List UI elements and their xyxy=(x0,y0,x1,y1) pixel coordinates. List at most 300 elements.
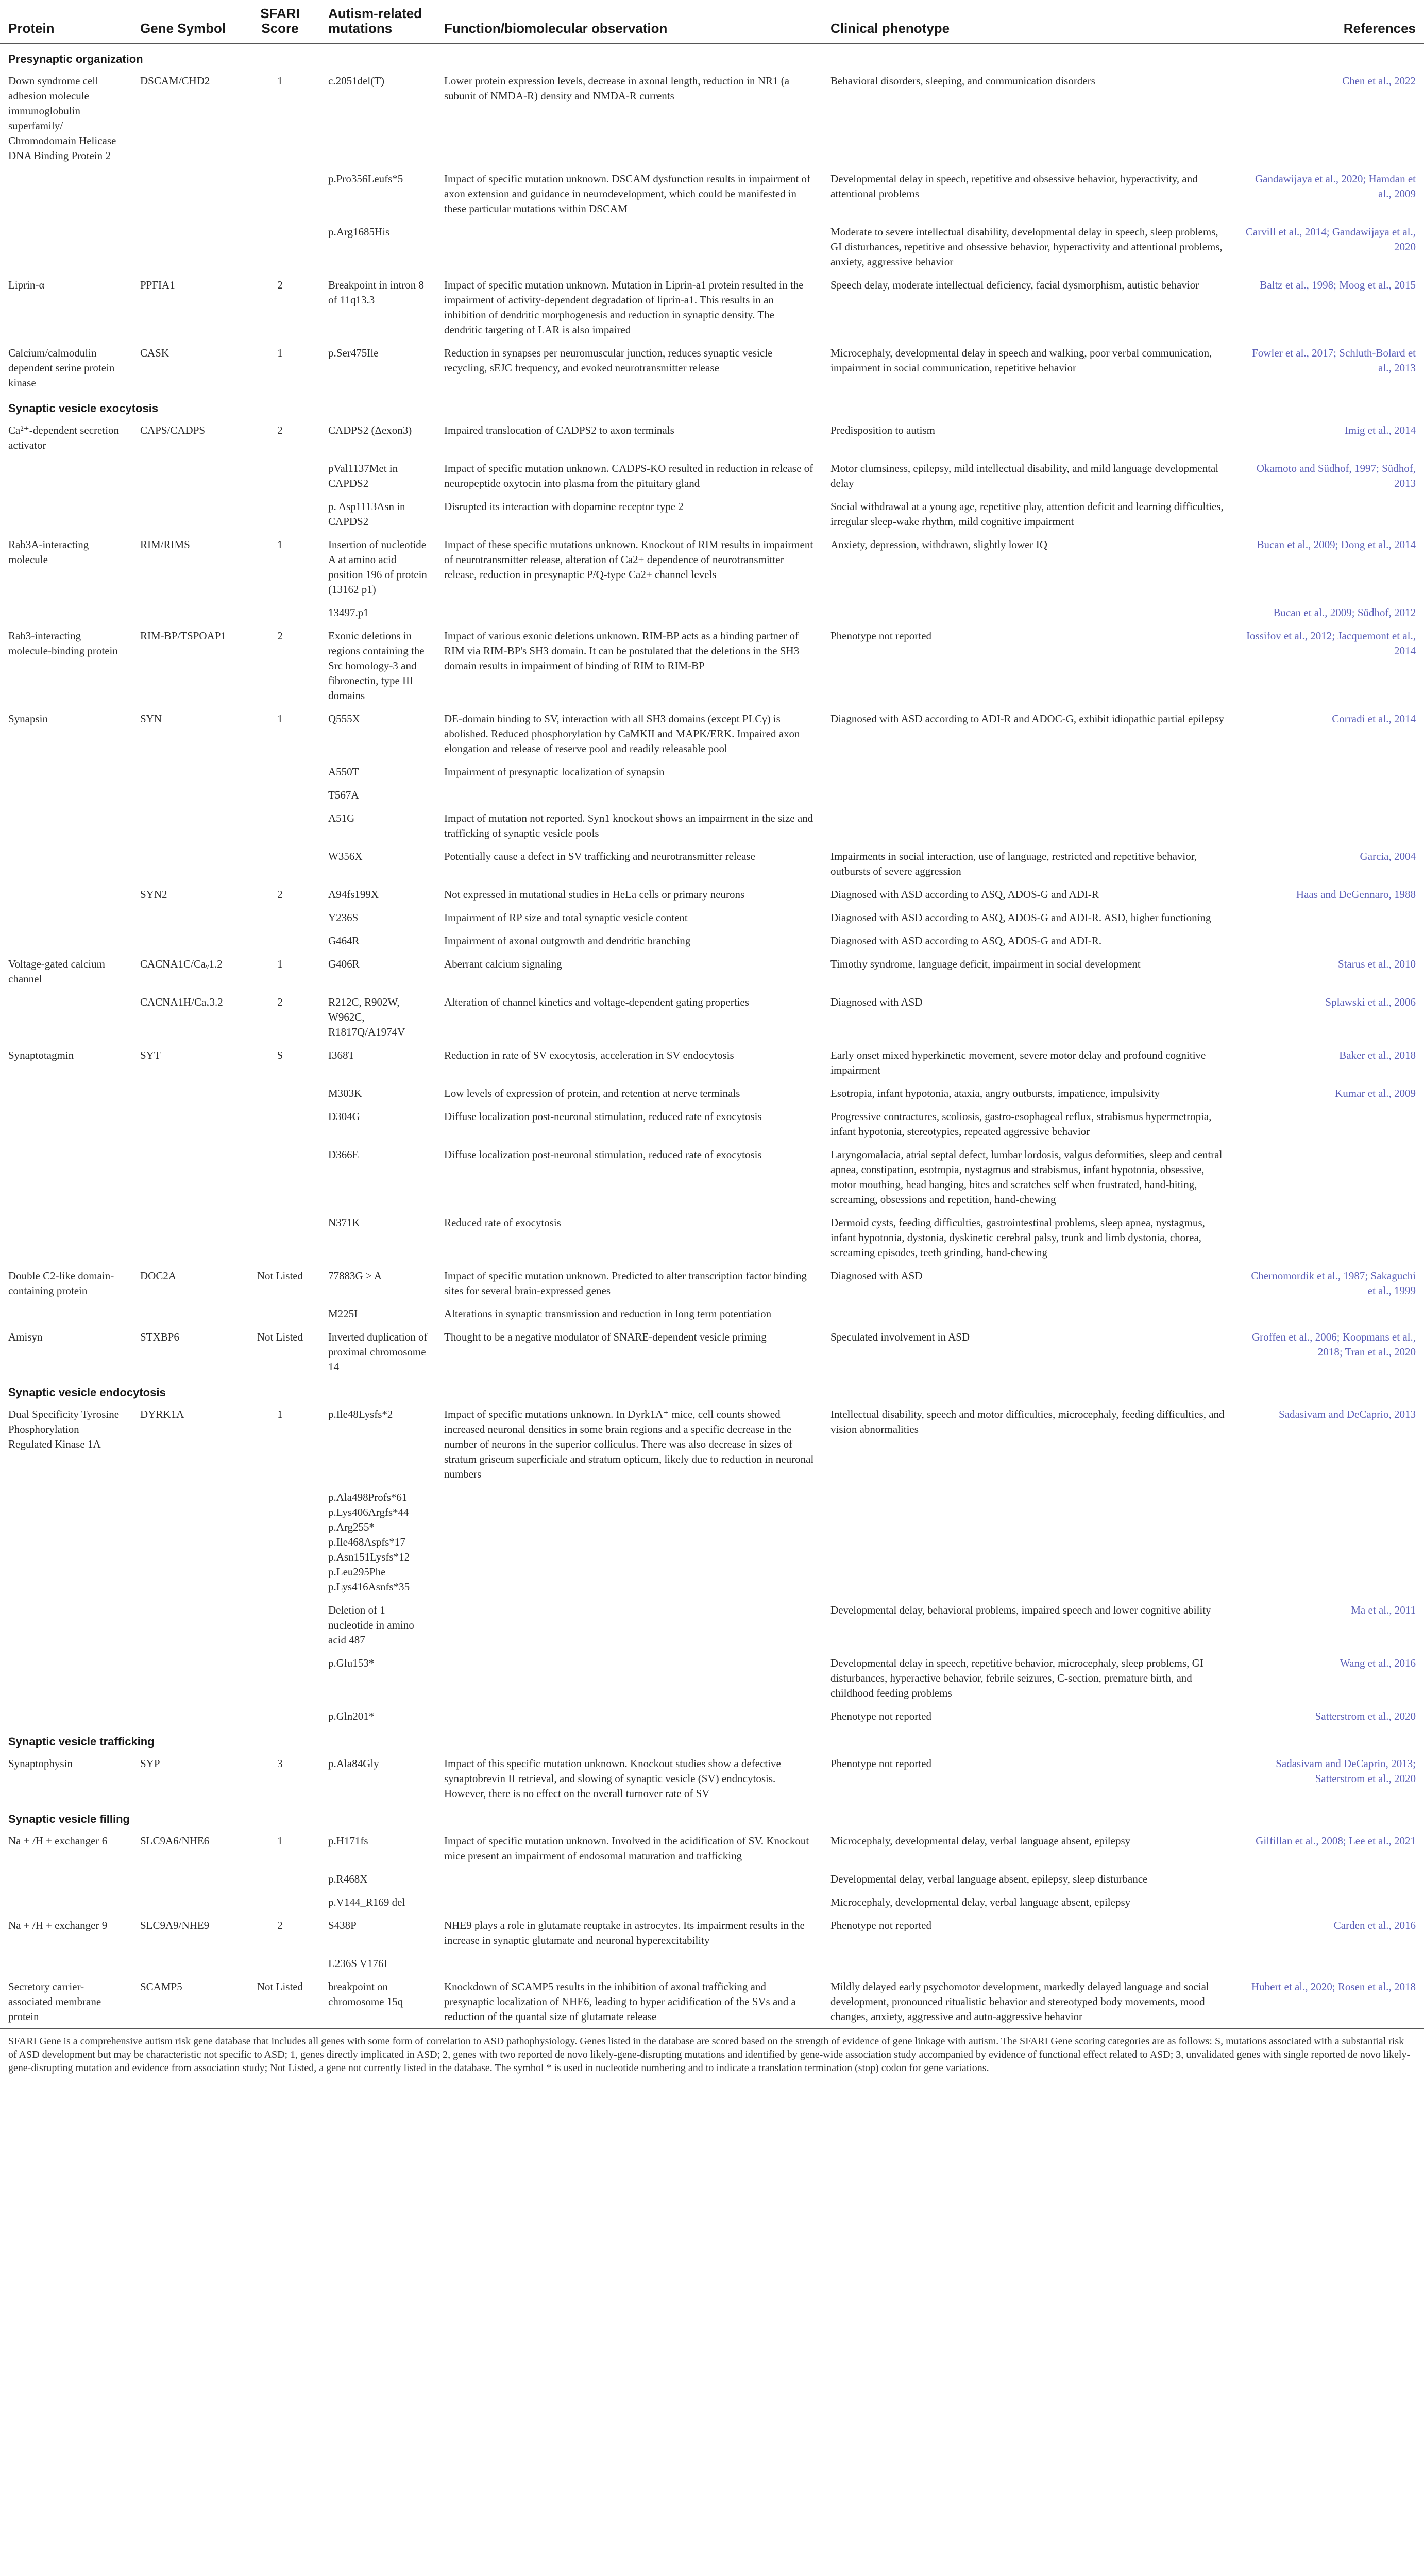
header-gene-symbol: Gene Symbol xyxy=(132,0,240,44)
cell-mutation: p.Pro356Leufs*5 xyxy=(328,173,403,185)
cell-gene-symbol xyxy=(132,166,240,219)
table-end-rule-cell xyxy=(0,2027,1424,2029)
cell-references[interactable] xyxy=(1234,1210,1424,1263)
cell-protein: Na + /H + exchanger 9 xyxy=(8,1919,108,1931)
cell-gene-symbol: CAPS/CADPS xyxy=(140,424,206,436)
cell-phenotype: Diagnosed with ASD according to ASQ, ADOS-G and ADI-R. xyxy=(830,935,1102,947)
cell-sfari-score xyxy=(240,1704,320,1727)
cell-mutation: p.Gln201* xyxy=(328,1710,375,1722)
cell-sfari-score xyxy=(240,1210,320,1263)
cell-protein xyxy=(0,1104,132,1142)
cell-phenotype: Microcephaly, developmental delay, verbal language absent, epilepsy xyxy=(830,1896,1131,1908)
cell-protein xyxy=(0,1890,132,1913)
cell-sfari-score: Not Listed xyxy=(257,1980,303,1993)
cell-references[interactable] xyxy=(1234,1104,1424,1142)
cell-protein xyxy=(0,1951,132,1974)
cell-sfari-score xyxy=(240,1142,320,1210)
cell-mutation: 13497.p1 xyxy=(328,606,369,619)
cell-mutation: S438P xyxy=(328,1919,357,1931)
cell-phenotype: Behavioral disorders, sleeping, and communication disorders xyxy=(830,75,1095,87)
table-row xyxy=(0,806,1424,844)
cell-references[interactable] xyxy=(1234,494,1424,532)
cell-mutation: M303K xyxy=(328,1087,362,1099)
cell-protein xyxy=(0,456,132,494)
cell-mutation: p.V144_R169 del xyxy=(328,1896,405,1908)
table-row xyxy=(0,1402,1424,1485)
cell-protein xyxy=(0,1301,132,1325)
cell-function: Disrupted its interaction with dopamine receptor type 2 xyxy=(444,500,684,513)
cell-gene-symbol: SYT xyxy=(140,1049,161,1061)
cell-protein xyxy=(0,1867,132,1890)
cell-mutation: A550T xyxy=(328,766,359,778)
cell-gene-symbol xyxy=(132,1485,240,1598)
cell-protein: Voltage-gated calcium channel xyxy=(8,958,105,985)
cell-protein xyxy=(0,844,132,882)
table-row xyxy=(0,1913,1424,1951)
cell-references[interactable]: Bucan et al., 2009; Dong et al., 2014 xyxy=(1257,538,1416,551)
cell-mutation: T567A xyxy=(328,789,359,801)
cell-gene-symbol: DYRK1A xyxy=(140,1408,184,1420)
cell-references[interactable]: Baker et al., 2018 xyxy=(1339,1049,1416,1061)
cell-phenotype: Phenotype not reported xyxy=(830,1919,931,1931)
cell-phenotype: Esotropia, infant hypotonia, ataxia, angry outbursts, impatience, impulsivity xyxy=(830,1087,1160,1099)
cell-references[interactable] xyxy=(1234,1485,1424,1598)
cell-function: Impact of specific mutation unknown. Involved in the acidification of SV. Knockout mice present an impairment of endosomal maturation and trafficking xyxy=(444,1835,809,1862)
cell-mutation: p.Ala84Gly xyxy=(328,1757,379,1770)
section-row xyxy=(0,394,1424,418)
table-row xyxy=(0,532,1424,600)
cell-mutation: p.R468X xyxy=(328,1873,368,1885)
cell-sfari-score xyxy=(240,219,320,273)
cell-references[interactable]: Okamoto and Südhof, 1997; Südhof, 2013 xyxy=(1256,462,1416,489)
cell-function xyxy=(436,1485,822,1598)
cell-sfari-score xyxy=(240,1867,320,1890)
cell-references[interactable] xyxy=(1234,928,1424,952)
cell-phenotype: Intellectual disability, speech and motor difficulties, microcephaly, feeding difficulties, and vision abnormalities xyxy=(830,1408,1225,1435)
cell-function xyxy=(436,1704,822,1727)
cell-phenotype: Speculated involvement in ASD xyxy=(830,1331,970,1343)
cell-sfari-score: 2 xyxy=(277,630,283,642)
cell-protein xyxy=(0,806,132,844)
cell-phenotype: Impairments in social interaction, use of language, restricted and repetitive behavior, outbursts of severe aggression xyxy=(830,850,1197,877)
table-row xyxy=(0,1325,1424,1378)
cell-function: Impact of specific mutation unknown. Mutation in Liprin-a1 protein resulted in the impairment of activity-dependent degradation of liprin-a1. This results in an inhibition of dendritic morphogenesis and reduction in synaptic density. The dendritic targeting of LAR is also impaired xyxy=(444,279,804,336)
cell-phenotype: Timothy syndrome, language deficit, impairment in social development xyxy=(830,958,1141,970)
cell-gene-symbol: PPFIA1 xyxy=(140,279,175,291)
cell-protein xyxy=(0,1704,132,1727)
cell-phenotype: Progressive contractures, scoliosis, gastro-esophageal reflux, strabismus hypermetropia, infant hypotonia, stereotypies, repeated aggressive behavior xyxy=(830,1110,1212,1138)
cell-phenotype: Microcephaly, developmental delay in speech and walking, poor verbal communication, impairment in social communication, repetitive behavior xyxy=(830,347,1212,374)
cell-phenotype: Anxiety, depression, withdrawn, slightly lower IQ xyxy=(830,538,1047,551)
cell-mutation: W356X xyxy=(328,850,363,862)
section-row xyxy=(0,1727,1424,1751)
cell-sfari-score xyxy=(240,1104,320,1142)
cell-references[interactable]: Iossifov et al., 2012; Jacquemont et al., 2014 xyxy=(1246,630,1416,657)
cell-references[interactable]: Chernomordik et al., 1987; Sakaguchi et al., 1999 xyxy=(1251,1269,1416,1297)
cell-gene-symbol xyxy=(132,494,240,532)
cell-mutation: p.Glu153* xyxy=(328,1657,375,1669)
cell-function xyxy=(436,1890,822,1913)
cell-function: Impact of this specific mutation unknown. Knockout studies show a defective synaptobrevin II retrieval, and slowing of synaptic vesicle (SV) endocytosis. However, there is no effect on the overall turnover rate of SV xyxy=(444,1757,781,1800)
table-end-rule xyxy=(0,2027,1424,2029)
cell-sfari-score: Not Listed xyxy=(257,1269,303,1282)
cell-protein: Synapsin xyxy=(8,713,48,725)
cell-gene-symbol xyxy=(132,1210,240,1263)
cell-function: Impact of these specific mutations unknown. Knockout of RIM results in impairment of neurotransmitter release, alteration of Ca2+ dependence of neurotransmitter release, reduction in presynaptic P/Q-type Ca2+ channel levels xyxy=(444,538,813,581)
cell-function: Lower protein expression levels, decrease in axonal length, reduction in NR1 (a subunit of NMDA-R) density and NMDA-R currents xyxy=(444,75,790,102)
cell-gene-symbol: SYN2 xyxy=(140,888,167,901)
header-protein: Protein xyxy=(0,0,132,44)
cell-gene-symbol xyxy=(132,1598,240,1651)
cell-function: Knockdown of SCAMP5 results in the inhibition of axonal trafficking and presynaptic localization of NHE6, leading to hyper acidification of the SVs and a reduction of the quantal size of glutamate release xyxy=(444,1980,796,2023)
cell-protein: Calcium/calmodulin dependent serine protein kinase xyxy=(8,347,115,389)
cell-references[interactable]: Chen et al., 2022 xyxy=(1342,75,1416,87)
cell-phenotype: Diagnosed with ASD xyxy=(830,996,923,1008)
cell-phenotype: Social withdrawal at a young age, repetitive play, attention deficit and learning difficulties, irregular sleep-wake rhythm, mild cognitive impairment xyxy=(830,500,1224,528)
table-row xyxy=(0,1598,1424,1651)
cell-mutation: L236S V176I xyxy=(328,1957,387,1970)
cell-sfari-score xyxy=(240,905,320,928)
cell-mutation: Deletion of 1 nucleotide in amino acid 487 xyxy=(328,1604,414,1646)
cell-function xyxy=(436,1651,822,1704)
cell-phenotype: Phenotype not reported xyxy=(830,630,931,642)
cell-function: Alteration of channel kinetics and voltage-dependent gating properties xyxy=(444,996,749,1008)
cell-phenotype xyxy=(822,1951,1234,1974)
cell-gene-symbol xyxy=(132,905,240,928)
cell-phenotype: Diagnosed with ASD according to ADI-R and ADOC-G, exhibit idiopathic partial epilepsy xyxy=(830,713,1225,725)
cell-phenotype: Speech delay, moderate intellectual deficiency, facial dysmorphism, autistic behavior xyxy=(830,279,1199,291)
cell-gene-symbol: SLC9A6/NHE6 xyxy=(140,1835,210,1847)
cell-references[interactable] xyxy=(1234,1867,1424,1890)
cell-mutation: M225I xyxy=(328,1308,358,1320)
cell-sfari-score xyxy=(240,1485,320,1598)
cell-sfari-score: 2 xyxy=(277,1919,283,1931)
cell-gene-symbol xyxy=(132,600,240,623)
cell-gene-symbol xyxy=(132,783,240,806)
table-row xyxy=(0,69,1424,166)
table-row xyxy=(0,1210,1424,1263)
cell-protein: Ca²⁺-dependent secretion activator xyxy=(8,424,120,451)
cell-mutation: p.Ser475Ile xyxy=(328,347,379,359)
cell-mutation: N371K xyxy=(328,1216,360,1229)
cell-references[interactable]: Haas and DeGennaro, 1988 xyxy=(1296,888,1416,901)
cell-protein xyxy=(0,759,132,783)
cell-mutation: Insertion of nucleotide A at amino acid position 196 of protein (13162 p1) xyxy=(328,538,427,596)
cell-sfari-score xyxy=(240,166,320,219)
cell-sfari-score xyxy=(240,494,320,532)
table-row xyxy=(0,418,1424,456)
section-row xyxy=(0,44,1424,69)
cell-function: Impaired translocation of CADPS2 to axon terminals xyxy=(444,424,674,436)
header-references: References xyxy=(1234,0,1424,44)
table-row xyxy=(0,600,1424,623)
cell-protein xyxy=(0,166,132,219)
cell-gene-symbol xyxy=(132,759,240,783)
cell-function: Not expressed in mutational studies in HeLa cells or primary neurons xyxy=(444,888,745,901)
table-row xyxy=(0,905,1424,928)
cell-references[interactable]: Gandawijaya et al., 2020; Hamdan et al., 2009 xyxy=(1255,173,1416,200)
cell-sfari-score: 1 xyxy=(277,1408,283,1420)
cell-phenotype: Diagnosed with ASD according to ASQ, ADOS-G and ADI-R xyxy=(830,888,1099,901)
section-row xyxy=(0,1804,1424,1828)
cell-phenotype: Diagnosed with ASD xyxy=(830,1269,923,1282)
section-title: Synaptic vesicle filling xyxy=(8,1812,130,1825)
table-row xyxy=(0,928,1424,952)
cell-function: Diffuse localization post-neuronal stimulation, reduced rate of exocytosis xyxy=(444,1148,762,1161)
table-row xyxy=(0,1081,1424,1104)
cell-sfari-score: S xyxy=(277,1049,283,1061)
section-title: Synaptic vesicle exocytosis xyxy=(8,402,159,415)
cell-sfari-score: 1 xyxy=(277,713,283,725)
cell-sfari-score xyxy=(240,783,320,806)
table-row xyxy=(0,1867,1424,1890)
cell-gene-symbol: SCAMP5 xyxy=(140,1980,182,1993)
cell-gene-symbol xyxy=(132,1951,240,1974)
cell-references[interactable] xyxy=(1234,1890,1424,1913)
cell-sfari-score: 2 xyxy=(277,279,283,291)
cell-sfari-score: 1 xyxy=(277,347,283,359)
cell-phenotype: Phenotype not reported xyxy=(830,1710,931,1722)
cell-gene-symbol: SLC9A9/NHE9 xyxy=(140,1919,210,1931)
cell-sfari-score: 1 xyxy=(277,75,283,87)
cell-references[interactable]: Groffen et al., 2006; Koopmans et al., 2018; Tran et al., 2020 xyxy=(1251,1331,1416,1358)
section-title: Presynaptic organization xyxy=(8,53,143,65)
cell-gene-symbol: DSCAM/CHD2 xyxy=(140,75,210,87)
cell-sfari-score xyxy=(240,806,320,844)
cell-phenotype xyxy=(822,759,1234,783)
cell-protein xyxy=(0,783,132,806)
cell-phenotype xyxy=(822,1485,1234,1598)
cell-function xyxy=(436,600,822,623)
cell-phenotype: Phenotype not reported xyxy=(830,1757,931,1770)
table-body xyxy=(0,44,1424,2029)
cell-mutation: 77883G > A xyxy=(328,1269,382,1282)
cell-references[interactable] xyxy=(1234,806,1424,844)
cell-sfari-score: 1 xyxy=(277,538,283,551)
cell-phenotype xyxy=(822,783,1234,806)
cell-function: Alterations in synaptic transmission and reduction in long term potentiation xyxy=(444,1308,772,1320)
cell-function: Diffuse localization post-neuronal stimulation, reduced rate of exocytosis xyxy=(444,1110,762,1123)
cell-references[interactable]: Hubert et al., 2020; Rosen et al., 2018 xyxy=(1251,1980,1416,1993)
cell-sfari-score xyxy=(240,1890,320,1913)
cell-references[interactable]: Carden et al., 2016 xyxy=(1333,1919,1416,1931)
table-row xyxy=(0,1043,1424,1081)
cell-references[interactable]: Garcia, 2004 xyxy=(1360,850,1416,862)
cell-function: Impact of specific mutations unknown. In Dyrk1A⁺ mice, cell counts showed increased neuronal densities in some brain regions and a specific decrease in the number of neurons in the superior colliculus. There was also decrease in sizes of stratum griseum superficiale and stratum opticum, likely due to reduction in neuronal numbers xyxy=(444,1408,814,1480)
cell-references[interactable]: Wang et al., 2016 xyxy=(1340,1657,1416,1669)
cell-mutation: c.2051del(T) xyxy=(328,75,385,87)
cell-protein: Rab3-interacting molecule-binding protein xyxy=(8,630,118,657)
table-row xyxy=(0,882,1424,905)
cell-protein: Double C2-like domain-containing protein xyxy=(8,1269,114,1297)
cell-function: Impact of specific mutation unknown. DSCAM dysfunction results in impairment of axon extension and guidance in neurodevelopment, which could be manifested in these particular mutations within DSCAM xyxy=(444,173,810,215)
cell-sfari-score: 1 xyxy=(277,958,283,970)
cell-sfari-score: Not Listed xyxy=(257,1331,303,1343)
cell-phenotype: Motor clumsiness, epilepsy, mild intellectual disability, and mild language developmental delay xyxy=(830,462,1219,489)
cell-gene-symbol: SYP xyxy=(140,1757,160,1770)
cell-sfari-score: 2 xyxy=(277,888,283,901)
table-row xyxy=(0,1142,1424,1210)
cell-mutation: D366E xyxy=(328,1148,359,1161)
section-row xyxy=(0,1378,1424,1402)
cell-sfari-score: 3 xyxy=(277,1757,283,1770)
cell-references[interactable] xyxy=(1234,1951,1424,1974)
cell-function: Reduced rate of exocytosis xyxy=(444,1216,561,1229)
cell-references[interactable]: Corradi et al., 2014 xyxy=(1332,713,1416,725)
cell-protein xyxy=(0,990,132,1043)
cell-mutation: I368T xyxy=(328,1049,355,1061)
cell-protein: Rab3A-interacting molecule xyxy=(8,538,89,566)
table-row xyxy=(0,990,1424,1043)
cell-gene-symbol: STXBP6 xyxy=(140,1331,179,1343)
cell-mutation: A51G xyxy=(328,812,355,824)
cell-function: Impact of specific mutation unknown. Predicted to alter transcription factor binding sites for several brain-expressed genes xyxy=(444,1269,807,1297)
cell-references[interactable]: Splawski et al., 2006 xyxy=(1325,996,1416,1008)
cell-mutation: pVal1137Met in CAPDS2 xyxy=(328,462,398,489)
cell-gene-symbol xyxy=(132,219,240,273)
cell-protein: Na + /H + exchanger 6 xyxy=(8,1835,108,1847)
table-footnote: SFARI Gene is a comprehensive autism risk gene database that includes all genes with some form of correlation to ASD pathophysiology. Genes listed in the database are scored based on the strength of evidence of gene linkage with autism. The SFARI Gene scoring categories are as follows: S, mutations associated with a substantial risk of ASD development but may be characteristic not specific to ASD; 1, genes directly implicated in ASD; 2, genes with two reported de novo likely-gene-disrupting mutations and identified by gene-wide association study accompanied by evidence of functional effect related to ASD; 3, unvalidated genes with single reported de novo likely-gene-disrupting mutation and evidence from association study; Not Listed, a gene not currently listed in the database. The symbol * is used in nucleotide numbering and to indicate a translation termination (stop) codon for gene variations. xyxy=(8,2036,1411,2074)
table-row xyxy=(0,952,1424,990)
cell-function: Impact of mutation not reported. Syn1 knockout shows an impairment in the size and trafficking of synaptic vesicle pools xyxy=(444,812,813,839)
cell-function: DE-domain binding to SV, interaction with all SH3 domains (except PLCγ) is abolished. Reduced phosphorylation by CaMKII and MAPK/ERK. Impaired axon elongation and release of reserve pool and readily releasable pool xyxy=(444,713,800,755)
cell-protein xyxy=(0,882,132,905)
cell-protein xyxy=(0,928,132,952)
cell-function: Impact of specific mutation unknown. CADPS-KO resulted in reduction in release of neuropeptide oxytocin into plasma from the pituitary gland xyxy=(444,462,813,489)
cell-mutation: Breakpoint in intron 8 of 11q13.3 xyxy=(328,279,425,306)
cell-references[interactable] xyxy=(1234,783,1424,806)
cell-references[interactable]: Carvill et al., 2014; Gandawijaya et al., 2020 xyxy=(1245,226,1416,253)
table-row xyxy=(0,166,1424,219)
cell-phenotype: Predisposition to autism xyxy=(830,424,936,436)
cell-function: Impairment of presynaptic localization of synapsin xyxy=(444,766,665,778)
cell-function: Impact of various exonic deletions unknown. RIM-BP acts as a binding partner of RIM via RIM-BP's SH3 domain. It can be postulated that the deletions in the SH3 domain results in impairment of binding of RIM to RIM-BP xyxy=(444,630,800,672)
table-row xyxy=(0,456,1424,494)
cell-protein: Amisyn xyxy=(8,1331,43,1343)
cell-function: Impairment of axonal outgrowth and dendritic branching xyxy=(444,935,691,947)
cell-references[interactable]: Satterstrom et al., 2020 xyxy=(1315,1710,1416,1722)
cell-phenotype: Developmental delay, behavioral problems, impaired speech and lower cognitive ability xyxy=(830,1604,1211,1616)
cell-function: Reduction in rate of SV exocytosis, acceleration in SV endocytosis xyxy=(444,1049,734,1061)
cell-protein: Synaptophysin xyxy=(8,1757,73,1770)
cell-mutation: G406R xyxy=(328,958,360,970)
cell-sfari-score xyxy=(240,928,320,952)
cell-sfari-score: 1 xyxy=(277,1835,283,1847)
cell-references[interactable]: Imig et al., 2014 xyxy=(1344,424,1416,436)
cell-references[interactable] xyxy=(1234,759,1424,783)
cell-function: Reduction in synapses per neuromuscular junction, reduces synaptic vesicle recycling, sEJC frequency, and evoked neurotransmitter release xyxy=(444,347,773,374)
cell-mutation: Inverted duplication of proximal chromosome 14 xyxy=(328,1331,428,1373)
cell-gene-symbol xyxy=(132,1651,240,1704)
cell-mutation: G464R xyxy=(328,935,360,947)
table-row xyxy=(0,1651,1424,1704)
cell-references[interactable]: Kumar et al., 2009 xyxy=(1335,1087,1416,1099)
cell-references[interactable] xyxy=(1234,1142,1424,1210)
cell-sfari-score xyxy=(240,600,320,623)
cell-mutation: breakpoint on chromosome 15q xyxy=(328,1980,403,2008)
cell-gene-symbol: RIM-BP/TSPOAP1 xyxy=(140,630,226,642)
cell-protein xyxy=(0,219,132,273)
cell-phenotype: Developmental delay in speech, repetitive behavior, microcephaly, sleep problems, GI disturbances, hyperactive behavior, febrile seizures, C-section, premature birth, and childhood feeding problems xyxy=(830,1657,1203,1699)
cell-references[interactable]: Bucan et al., 2009; Südhof, 2012 xyxy=(1273,606,1416,619)
cell-gene-symbol xyxy=(132,1104,240,1142)
cell-gene-symbol xyxy=(132,456,240,494)
cell-gene-symbol xyxy=(132,928,240,952)
cell-references[interactable] xyxy=(1234,1301,1424,1325)
cell-function: Low levels of expression of protein, and retention at nerve terminals xyxy=(444,1087,740,1099)
cell-phenotype: Laryngomalacia, atrial septal defect, lumbar lordosis, valgus deformities, sleep and central apnea, constipation, esotropia, nystagmus and strabismus, infant hypotonia, obsessive, motor mouthing, head banging, bites and scratches self when frustrated, hand-biting, screaming, obsessions and repetition, hand-chewing xyxy=(830,1148,1223,1206)
cell-phenotype xyxy=(822,1301,1234,1325)
cell-gene-symbol: CACNA1C/Caᵥ1.2 xyxy=(140,958,223,970)
cell-phenotype: Dermoid cysts, feeding difficulties, gastrointestinal problems, sleep apnea, nystagmus, infant hypotonia, dystonia, dyskinetic cerebral palsy, trunk and limb dystonia, chorea, screaming episodes, teeth grinding, hand-chewing xyxy=(830,1216,1205,1259)
cell-gene-symbol: RIM/RIMS xyxy=(140,538,190,551)
cell-gene-symbol xyxy=(132,1890,240,1913)
cell-references[interactable] xyxy=(1234,905,1424,928)
table-row xyxy=(0,1104,1424,1142)
table-row xyxy=(0,1704,1424,1727)
cell-sfari-score: 2 xyxy=(277,424,283,436)
cell-gene-symbol xyxy=(132,1301,240,1325)
cell-mutation: Y236S xyxy=(328,911,359,924)
cell-function xyxy=(436,219,822,273)
section-title: Synaptic vesicle trafficking xyxy=(8,1735,155,1748)
table-row xyxy=(0,1974,1424,2027)
cell-gene-symbol xyxy=(132,1704,240,1727)
cell-gene-symbol xyxy=(132,1867,240,1890)
cell-references[interactable]: Fowler et al., 2017; Schluth-Bolard et al., 2013 xyxy=(1252,347,1416,374)
cell-references[interactable]: Sadasivam and DeCaprio, 2013 xyxy=(1279,1408,1416,1420)
cell-references[interactable]: Ma et al., 2011 xyxy=(1351,1604,1416,1616)
cell-phenotype: Microcephaly, developmental delay, verbal language absent, epilepsy xyxy=(830,1835,1131,1847)
table-row xyxy=(0,341,1424,394)
cell-sfari-score xyxy=(240,1301,320,1325)
cell-function: Potentially cause a defect in SV trafficking and neurotransmitter release xyxy=(444,850,755,862)
cell-sfari-score xyxy=(240,1598,320,1651)
cell-mutation: Q555X xyxy=(328,713,360,725)
header-row xyxy=(0,0,1424,44)
cell-protein: Down syndrome cell adhesion molecule immunoglobulin superfamily/ Chromodomain Helicase DNA Binding Protein 2 xyxy=(8,75,116,162)
cell-protein xyxy=(0,1081,132,1104)
cell-phenotype xyxy=(822,806,1234,844)
table-row xyxy=(0,1951,1424,1974)
cell-protein xyxy=(0,1485,132,1598)
cell-protein xyxy=(0,1210,132,1263)
table-row xyxy=(0,706,1424,759)
table-row xyxy=(0,494,1424,532)
cell-protein xyxy=(0,1651,132,1704)
cell-references[interactable]: Sadasivam and DeCaprio, 2013; Satterstrom et al., 2020 xyxy=(1276,1757,1416,1785)
table-row xyxy=(0,219,1424,273)
cell-mutation: R212C, R902W, W962C, R1817Q/A1974V xyxy=(328,996,405,1038)
cell-mutation: p.Ala498Profs*61 p.Lys406Argfs*44 p.Arg255* p.Ile468Aspfs*17 p.Asn151Lysfs*12 p.Leu295Phe p.Lys416Asnfs*35 xyxy=(328,1491,410,1593)
table-row xyxy=(0,1751,1424,1804)
table-row xyxy=(0,1263,1424,1301)
cell-phenotype: Diagnosed with ASD according to ASQ, ADOS-G and ADI-R. ASD, higher functioning xyxy=(830,911,1211,924)
cell-function: Impairment of RP size and total synaptic vesicle content xyxy=(444,911,688,924)
cell-mutation: p. Asp1113Asn in CAPDS2 xyxy=(328,500,405,528)
header-sfari-score: SFARI Score xyxy=(240,0,320,44)
cell-gene-symbol: DOC2A xyxy=(140,1269,177,1282)
cell-references[interactable]: Gilfillan et al., 2008; Lee et al., 2021 xyxy=(1256,1835,1416,1847)
cell-phenotype: Developmental delay in speech, repetitive and obsessive behavior, hyperactivity, and attentional problems xyxy=(830,173,1198,200)
cell-references[interactable]: Baltz et al., 1998; Moog et al., 2015 xyxy=(1260,279,1416,291)
cell-gene-symbol xyxy=(132,806,240,844)
cell-protein: Synaptotagmin xyxy=(8,1049,74,1061)
cell-references[interactable]: Starus et al., 2010 xyxy=(1337,958,1416,970)
cell-gene-symbol xyxy=(132,844,240,882)
table-row xyxy=(0,844,1424,882)
cell-function xyxy=(436,783,822,806)
